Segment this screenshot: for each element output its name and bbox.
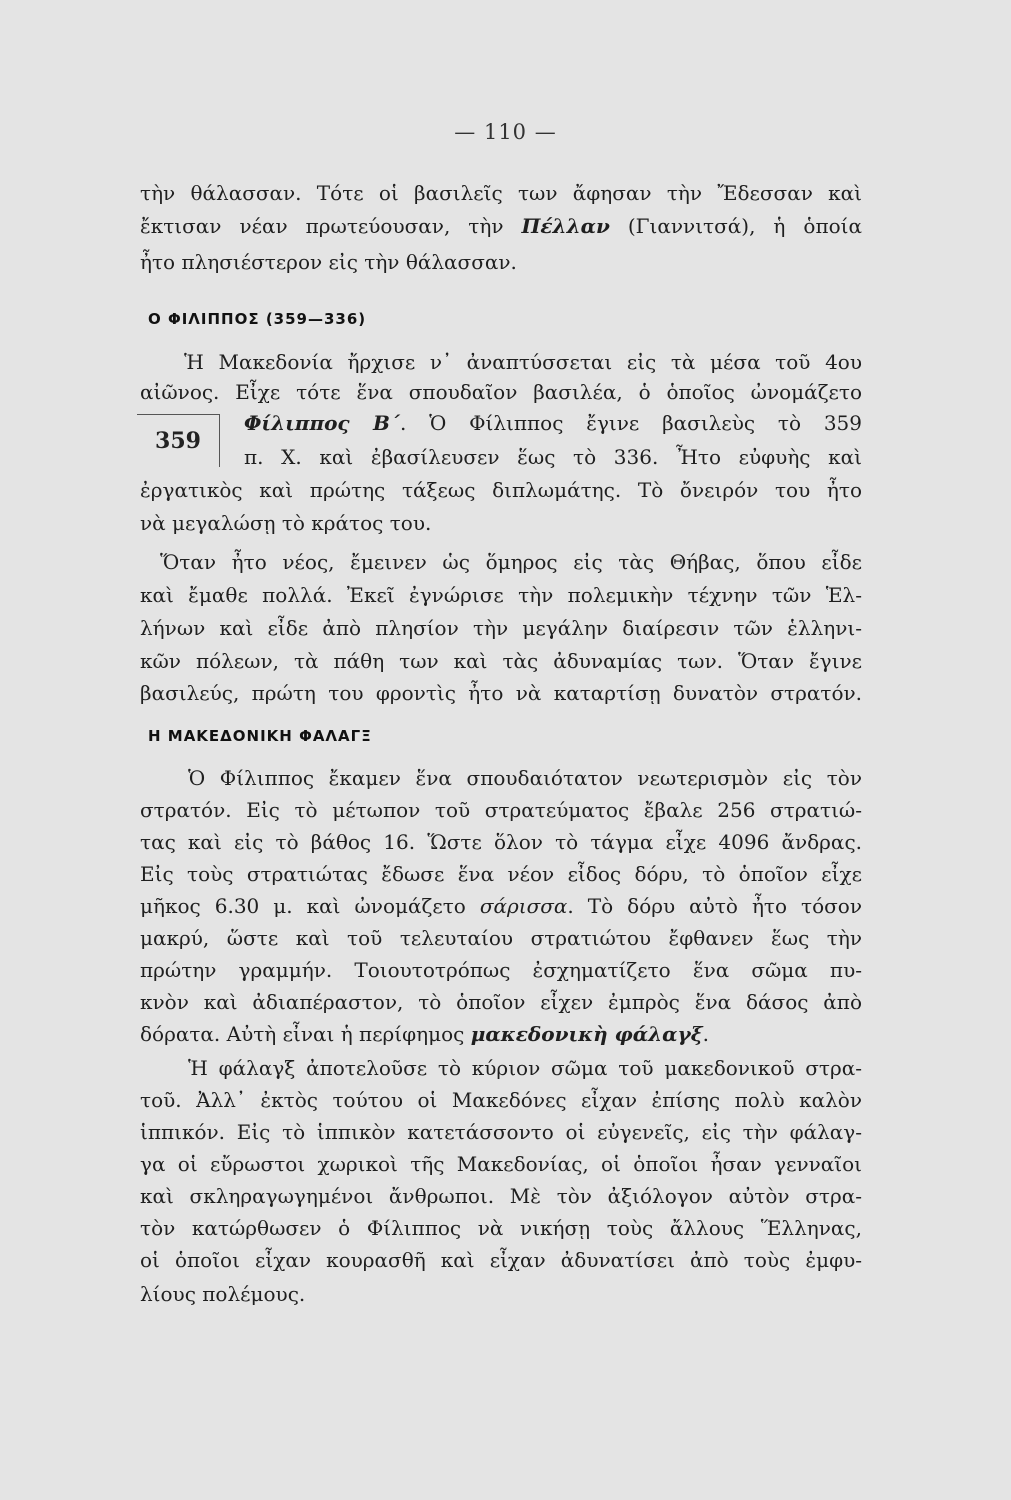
- text-line: Εἰς τοὺς στρατιώτας ἔδωσε ἕνα νέον εἶδος δόρυ, τὸ ὁποῖον εἶχε: [140, 862, 862, 886]
- text-line: στρατόν. Εἰς τὸ μέτωπον τοῦ στρατεύματος ἔβαλε 256 στρατιώ-: [140, 798, 862, 822]
- text-line: ἐργατικὸς καὶ πρώτης τάξεως διπλωμάτης. Τὸ ὄνειρόν του ἦτο: [140, 478, 862, 502]
- text-line: μῆκος 6.30 μ. καὶ ὠνομάζετο σάρισσα. Τὸ δόρυ αὐτὸ ἦτο τόσον: [140, 894, 862, 918]
- text-line: Ἡ φάλαγξ ἀποτελοῦσε τὸ κύριον σῶμα τοῦ μακεδονικοῦ στρα-: [188, 1056, 862, 1080]
- text-line: Ἡ Μακεδονία ἤρχισε ν᾽ ἀναπτύσσεται εἰς τὰ μέσα τοῦ 4ου: [184, 350, 862, 374]
- text-line: κῶν πόλεων, τὰ πάθη των καὶ τὰς ἀδυναμίας των. Ὅταν ἔγινε: [140, 649, 862, 673]
- text-line: καὶ ἔμαθε πολλά. Ἐκεῖ ἐγνώρισε τὴν πολεμικὴν τέχνην τῶν Ἑλ-: [140, 583, 862, 607]
- text-line: Ὁ Φίλιππος ἔκαμεν ἕνα σπουδαιότατον νεωτερισμὸν εἰς τὸν: [188, 766, 862, 790]
- emphasis-phalanx: μακεδονικὴ φάλαγξ: [470, 1022, 703, 1046]
- text-line: γα οἱ εὔρωστοι χωρικοὶ τῆς Μακεδονίας, οἱ ὁποῖοι ἦσαν γενναῖοι: [140, 1152, 862, 1176]
- text-line: πρώτην γραμμήν. Τοιουτοτρόπως ἐσχηματίζετο ἕνα σῶμα πυ-: [140, 958, 862, 982]
- section-heading-phalanx: Η ΜΑΚΕΔΟΝΙΚΗ ΦΑΛΑΓΞ: [148, 727, 372, 745]
- margin-year-note: 359: [137, 414, 220, 467]
- emphasis-philippos: Φίλιππος Β΄: [244, 411, 400, 435]
- text-line: τὸν κατώρθωσεν ὁ Φίλιππος νὰ νικήσῃ τοὺς ἄλλους Ἕλληνας,: [140, 1216, 862, 1240]
- text-line: ἔκτισαν νέαν πρωτεύουσαν, τὴν Πέλλαν (Γιαννιτσά), ἡ ὁποία: [140, 214, 862, 238]
- page-number: — 110 —: [454, 120, 557, 144]
- text-line: λίους πολέμους.: [140, 1282, 306, 1306]
- text-line: αἰῶνος. Εἶχε τότε ἕνα σπουδαῖον βασιλέα, ὁ ὁποῖος ὠνομάζετο: [140, 380, 862, 404]
- text-line: τας καὶ εἰς τὸ βάθος 16. Ὥστε ὅλον τὸ τάγμα εἶχε 4096 ἄνδρας.: [140, 830, 862, 854]
- section-heading-philippos: Ο ΦΙΛΙΠΠΟΣ (359—336): [148, 310, 367, 328]
- emphasis-sarissa: σάρισσα: [479, 894, 568, 918]
- text-line: λήνων καὶ εἶδε ἀπὸ πλησίον τὴν μεγάλην διαίρεσιν τῶν ἑλληνι-: [140, 616, 862, 640]
- text-line: δόρατα. Αὐτὴ εἶναι ἡ περίφημος μακεδονικὴ φάλαγξ.: [140, 1022, 709, 1046]
- text-line: νὰ μεγαλώσῃ τὸ κράτος του.: [140, 511, 432, 535]
- text-line: τοῦ. Ἀλλ᾽ ἐκτὸς τούτου οἱ Μακεδόνες εἶχαν ἐπίσης πολὺ καλὸν: [140, 1088, 862, 1112]
- text-line: κνὸν καὶ ἀδιαπέραστον, τὸ ὁποῖον εἶχεν ἐμπρὸς ἕνα δάσος ἀπὸ: [140, 990, 862, 1014]
- text-line: τὴν θάλασσαν. Τότε οἱ βασιλεῖς των ἄφησαν τὴν Ἔδεσσαν καὶ: [140, 181, 862, 205]
- text-line: μακρύ, ὥστε καὶ τοῦ τελευταίου στρατιώτου ἔφθανεν ἕως τὴν: [140, 926, 862, 950]
- text-line: οἱ ὁποῖοι εἶχαν κουρασθῆ καὶ εἶχαν ἀδυνατίσει ἀπὸ τοὺς ἐμφυ-: [140, 1248, 862, 1272]
- text-line: βασιλεύς, πρώτη του φροντὶς ἦτο νὰ καταρτίσῃ δυνατὸν στρατόν.: [140, 681, 862, 705]
- text-line: ἦτο πλησιέστερον εἰς τὴν θάλασσαν.: [140, 250, 517, 274]
- text-line: ἱππικόν. Εἰς τὸ ἱππικὸν κατετάσσοντο οἱ εὐγενεῖς, εἰς τὴν φάλαγ-: [140, 1120, 862, 1144]
- text-line: Ὅταν ἦτο νέος, ἔμεινεν ὡς ὅμηρος εἰς τὰς Θήβας, ὅπου εἶδε: [160, 550, 862, 574]
- text-line: π. Χ. καὶ ἐβασίλευσεν ἕως τὸ 336. Ἦτο εὐφυὴς καὶ: [244, 445, 862, 469]
- text-line: Φίλιππος Β΄. Ὁ Φίλιππος ἔγινε βασιλεὺς τὸ 359: [244, 411, 862, 435]
- emphasis-pellan: Πέλλαν: [521, 214, 610, 238]
- text-line: καὶ σκληραγωγημένοι ἄνθρωποι. Μὲ τὸν ἀξιόλογον αὐτὸν στρα-: [140, 1184, 862, 1208]
